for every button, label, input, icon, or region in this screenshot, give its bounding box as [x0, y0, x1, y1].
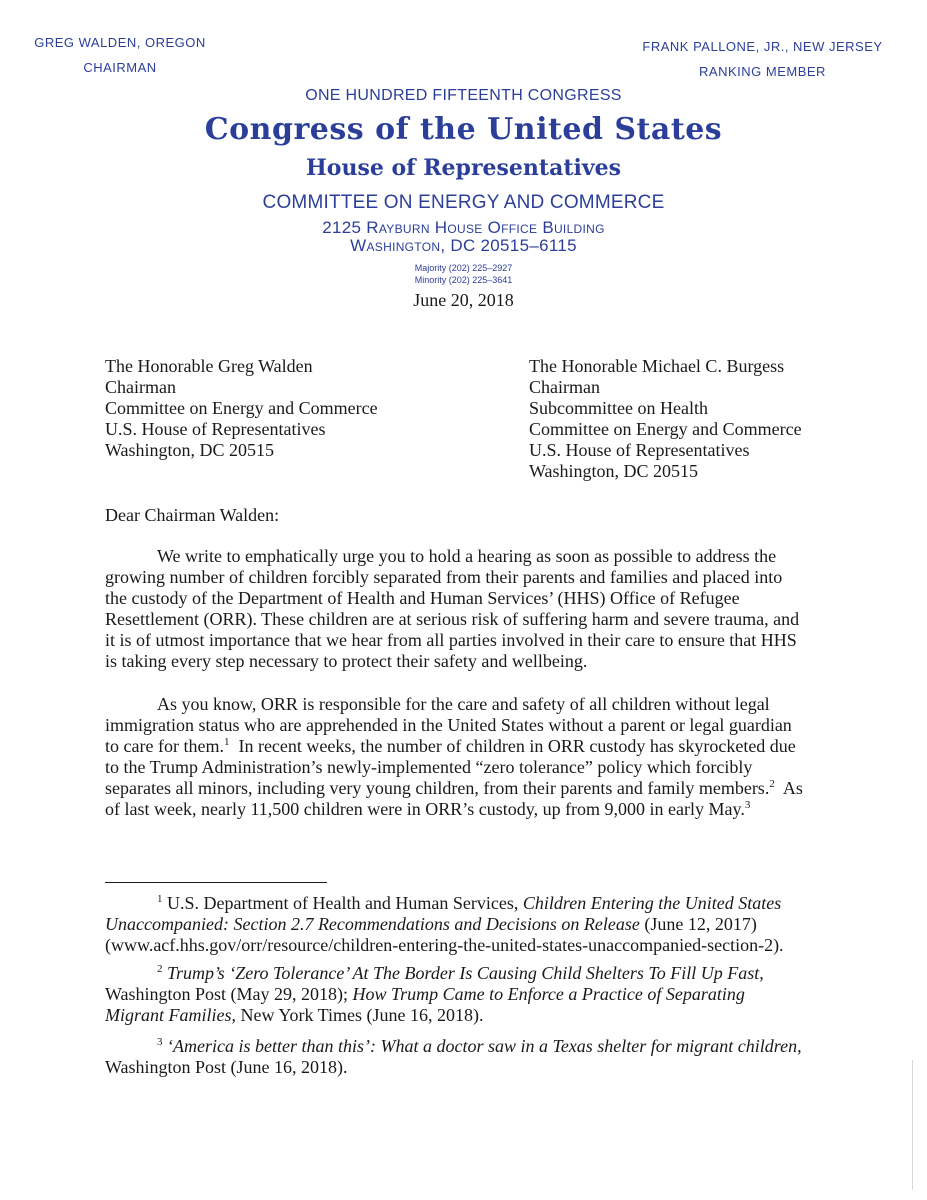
footnote-title: Unaccompanied: Section 2.7 Recommendations and Decisions on Release: [105, 914, 640, 934]
paragraph-text: of last week, nearly 11,500 children were in ORR’s custody, up from 9,000 in early May.: [105, 799, 745, 819]
footnote-title: Children Entering the United States: [522, 893, 782, 913]
phone-numbers: [0, 262, 927, 286]
ranking-member-name: FRANK PALLONE, JR., NEW JERSEY: [642, 39, 883, 54]
footnote-text: , New York Times (June 16, 2018).: [231, 1005, 484, 1025]
salutation: Dear Chairman Walden:: [105, 505, 280, 525]
paragraph-line: Resettlement (ORR). These children are at serious risk of suffering harm and severe trauma, and: [105, 609, 800, 629]
footnote-2: [105, 963, 835, 1026]
paragraph-line: [105, 778, 805, 799]
ranking-member-block: [640, 34, 885, 84]
footnote-title: How Trump Came to Enforce a Practice of Separating: [352, 984, 745, 1004]
paragraph-line: [105, 736, 805, 757]
committee-name: COMMITTEE ON ENERGY AND COMMERCE: [262, 192, 665, 213]
paragraph-line: it is of utmost importance that we hear from all parties involved in their care to ensure that HHS: [105, 630, 797, 650]
chairman-title: CHAIRMAN: [83, 60, 157, 75]
footnote-line: [105, 1036, 835, 1057]
paragraph-line: [105, 799, 805, 820]
recipient-left-line: Chairman: [105, 377, 176, 397]
footnote-number: 2: [157, 963, 163, 975]
office-address-line2: Washington, DC 20515–6115: [350, 236, 577, 255]
footnote-title: Trump’s ‘Zero Tolerance’ At The Border Is Causing Child Shelters To Fill Up Fast,: [162, 963, 764, 983]
recipient-right-line: Washington, DC 20515: [529, 461, 699, 481]
footnote-line: Washington Post (June 16, 2018).: [105, 1057, 348, 1077]
footnote-line: [105, 984, 835, 1005]
paragraph-text: separates all minors, including very young children, from their parents and family members.: [105, 778, 770, 798]
paragraph-line: growing number of children forcibly separated from their parents and families and placed into: [105, 567, 783, 587]
footnote-1: [105, 893, 835, 956]
paragraph-line: is taking every step necessary to protect their safety and wellbeing.: [105, 651, 588, 671]
paragraph-line: to the Trump Administration’s newly-implemented “zero tolerance” policy which forcibly: [105, 757, 753, 777]
phone-minority: Minority (202) 225–3641: [414, 275, 513, 285]
recipient-left-line: Committee on Energy and Commerce: [105, 398, 378, 418]
footnote-3: [105, 1036, 835, 1078]
paragraph-line: immigration status who are apprehended in the United States without a parent or legal guardian: [105, 715, 792, 735]
house-title: House of Representatives: [305, 155, 622, 181]
footnote-title: ‘America is better than this’: What a doctor saw in a Texas shelter for migrant children,: [162, 1036, 802, 1056]
footnote-ref-2: 2: [769, 778, 775, 790]
paragraph-line: We write to emphatically urge you to hold a hearing as soon as possible to address the: [157, 546, 777, 566]
recipient-left-line: Washington, DC 20515: [105, 440, 275, 460]
letter-date: June 20, 2018: [413, 290, 514, 310]
footnote-ref-3: 3: [744, 799, 751, 811]
footnote-divider: [105, 882, 327, 883]
recipient-left-line: The Honorable Greg Walden: [105, 356, 313, 376]
phone-majority: Majority (202) 225–2927: [414, 263, 513, 273]
recipient-right-line: Subcommittee on Health: [529, 398, 708, 418]
office-address-line1: 2125 Rayburn House Office Building: [322, 218, 605, 237]
recipient-left: [105, 356, 378, 461]
footnote-ref-1: 1: [223, 736, 230, 748]
chairman-name: GREG WALDEN, OREGON: [34, 35, 206, 50]
recipient-right-line: The Honorable Michael C. Burgess: [529, 356, 785, 376]
footnote-number: 1: [157, 893, 163, 905]
paragraph-line: As you know, ORR is responsible for the care and safety of all children without legal: [157, 694, 770, 714]
recipient-right-line: U.S. House of Representatives: [529, 440, 750, 460]
paragraph-text: As: [774, 778, 803, 798]
scan-edge-line: [912, 1060, 913, 1190]
footnote-line: [105, 963, 835, 984]
body-paragraph-1: [105, 546, 805, 672]
footnote-text: U.S. Department of Health and Human Services,: [162, 893, 523, 913]
footnote-url: (www.acf.hhs.gov/orr/resource/children-entering-the-united-states-unaccompanied-section-2).: [105, 935, 784, 955]
footnote-line: [105, 1005, 835, 1026]
paragraph-text: to care for them.: [105, 736, 224, 756]
footnote-text: (June 12, 2017): [639, 914, 757, 934]
congress-title: Congress of the United States: [204, 112, 723, 147]
paragraph-text: In recent weeks, the number of children in ORR custody has skyrocketed due: [229, 736, 796, 756]
recipient-right: [529, 356, 802, 482]
congress-number: ONE HUNDRED FIFTEENTH CONGRESS: [305, 87, 622, 104]
footnote-text: Washington Post (May 29, 2018);: [105, 984, 353, 1004]
recipient-left-line: U.S. House of Representatives: [105, 419, 326, 439]
body-paragraph-2: [105, 694, 805, 820]
footnote-line: [105, 914, 835, 935]
chairman-block: [30, 30, 210, 80]
recipient-right-line: Committee on Energy and Commerce: [529, 419, 802, 439]
recipient-right-line: Chairman: [529, 377, 600, 397]
footnote-title: Migrant Families: [105, 1005, 232, 1025]
footnote-line: [105, 893, 835, 914]
ranking-member-title: RANKING MEMBER: [699, 64, 826, 79]
footnote-number: 3: [157, 1036, 163, 1048]
paragraph-line: the custody of the Department of Health and Human Services’ (HHS) Office of Refugee: [105, 588, 740, 608]
